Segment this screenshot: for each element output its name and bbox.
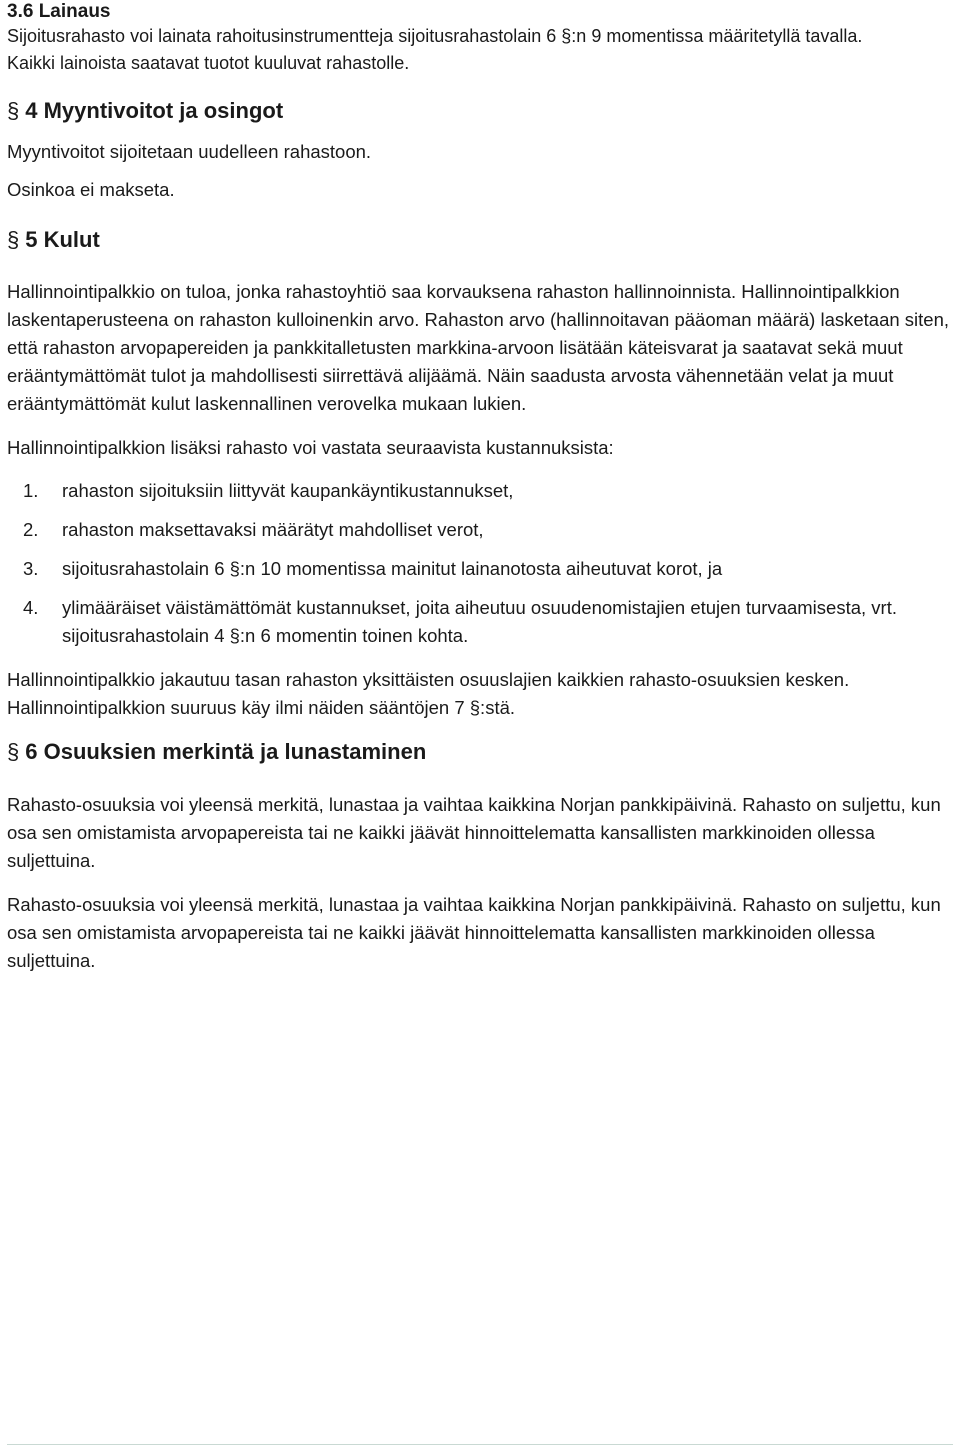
list-text: rahaston maksettavaksi määrätyt mahdolliset verot, [62,519,484,540]
list-number: 3. [23,558,39,579]
subscription-paragraph-1: Rahasto-osuuksia voi yleensä merkitä, lunastaa ja vaihtaa kaikkina Norjan pankkipäivinä. Rahasto on suljettu, kun osa sen omistamista arvopapereista tai ne kaikki jäävät hinnoittelematta kansallisten markkinoiden ollessa suljettuina. [7,794,941,871]
gains-paragraph: Myyntivoitot sijoitetaan uudelleen rahastoon. [7,141,372,162]
lending-line-1: Sijoitusrahasto voi lainata rahoitusinstrumentteja sijoitusrahastolain 6 §:n 9 momentissa määritetyllä tavalla. [7,26,863,46]
list-number: 2. [23,519,39,540]
list-number: 4. [23,597,39,618]
list-item [7,477,955,505]
subscription-paragraph-2: Rahasto-osuuksia voi yleensä merkitä, lunastaa ja vaihtaa kaikkina Norjan pankkipäivinä. Rahasto on suljettu, kun osa sen omistamista arvopapereista tai ne kaikki jäävät hinnoittelematta kansallisten markkinoiden ollessa suljettuina. [7,894,941,971]
list-number: 1. [23,480,39,501]
list-text: ylimääräiset väistämättömät kustannukset, joita aiheutuu osuudenomistajien etujen turvaamisesta, vrt. sijoitusrahastolain 4 §:n 6 momentin toinen kohta. [62,597,897,646]
lending-line-2: Kaikki lainoista saatavat tuotot kuuluvat rahastolle. [7,53,410,73]
section-heading-3-6: 3.6 Lainaus [7,1,111,22]
footer-divider [7,1444,953,1445]
costs-list [7,477,955,650]
section-heading-6-text: 6 Osuuksien merkintä ja lunastaminen [25,739,427,764]
list-item [7,555,955,583]
section-symbol: § [7,739,20,764]
section-heading-5-text: 5 Kulut [25,227,100,252]
costs-intro: Hallinnointipalkkion lisäksi rahasto voi vastata seuraavista kustannuksista: [7,437,614,458]
section-symbol: § [7,98,20,123]
section-heading-5 [7,226,955,254]
section-heading-4-text: 4 Myyntivoitot ja osingot [25,98,284,123]
fee-distribution-paragraph: Hallinnointipalkkio jakautuu tasan rahaston yksittäisten osuuslajien kaikkien rahasto-osuuksien kesken. Hallinnointipalkkion suuruus käy ilmi näiden sääntöjen 7 §:stä. [7,669,850,718]
dividend-paragraph: Osinkoa ei makseta. [7,179,175,200]
document-page [7,0,955,975]
section-heading-6 [7,738,955,766]
section-symbol: § [7,227,20,252]
list-text: rahaston sijoituksiin liittyvät kaupankäyntikustannukset, [62,480,514,501]
section-heading-4 [7,97,955,125]
lending-text [7,23,955,77]
fee-paragraph: Hallinnointipalkkio on tuloa, jonka rahastoyhtiö saa korvauksena rahaston hallinnoinnista. Hallinnointipalkkion laskentaperusteena on rahaston kulloinenkin arvo. Rahaston arvo (hallinnoitavan pääoman määrä) lasketaan siten, että rahaston arvopapereiden ja pankkitalletusten markkina-arvoon lisätään käteisvarat ja saatavat sekä muut erääntymättömät tulot ja mahdollisesti siirrettävä alijäämä. Näin saadusta arvosta vähennetään velat ja muut erääntymättömät kulut laskennallinen verovelka mukaan lukien. [7,281,950,414]
list-item [7,594,955,650]
list-text: sijoitusrahastolain 6 §:n 10 momentissa mainitut lainanotosta aiheutuvat korot, ja [62,558,723,579]
list-item [7,516,955,544]
